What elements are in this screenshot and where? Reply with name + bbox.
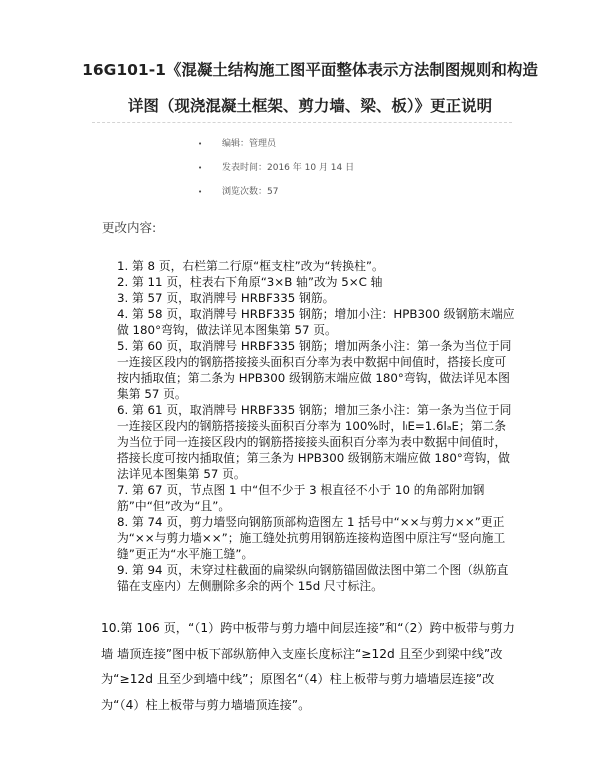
list-item: 3. 第 57 页，取消牌号 HRBF335 钢筋。 — [117, 291, 335, 305]
title-line-2: 详图（现浇混凝土框架、剪力墙、梁、板）》更正说明 — [127, 97, 493, 115]
list-item: 4. 第 58 页，取消牌号 HRBF335 钢筋；增加小注：HPB300 级钢筋末端应做 180°弯钩，做法详见本图集第 57 页。 — [117, 307, 515, 337]
list-item: 2. 第 11 页，柱表右下角原“3×B 轴”改为 5×C 轴 — [117, 275, 383, 289]
meta-published-text: 发表时间：2016 年 10 月 14 日 — [222, 163, 355, 173]
title-divider — [92, 122, 512, 123]
list-item: 5. 第 60 页，取消牌号 HRBF335 钢筋；增加两条小注：第一条为当位于同一连接区段内的钢筋搭接接头面积百分率为表中数据中间值时，搭接长度可按内插取值；第二条为 HPB300 级钢筋末端应做 180°弯钩，做法详见本图集第 57 页。 — [117, 339, 512, 401]
correction-list — [117, 258, 517, 594]
article-title — [60, 52, 560, 124]
bullet-icon: • — [198, 164, 203, 172]
bullet-icon: • — [198, 188, 203, 196]
title-line-1: 16G101-1《混凝土结构施工图平面整体表示方法制图规则和构造 — [82, 61, 538, 79]
list-item: 6. 第 61 页，取消牌号 HRBF335 钢筋；增加三条小注：第一条为当位于同一连接区段内的钢筋搭接接头面积百分率为 100%时，lₗE=1.6lₐE；第二条为当位于同一连接区段内的钢筋搭接接头面积百分率为表中数据中间值时，搭接长度可按内插取值；第三条为 HPB300 级钢筋末端应做 180°弯钩，做法详见本图集第 57 页。 — [117, 403, 512, 481]
meta-views — [198, 180, 438, 204]
list-item: 8. 第 74 页，剪力墙竖向钢筋顶部构造图左 1 括号中“××与剪力××”更正为“××与剪力墙××”；施工缝处抗剪用钢筋连接构造图中原注写“竖向施工缝”更正为“水平施工缝”。 — [117, 515, 506, 561]
meta-published — [198, 156, 438, 180]
bullet-icon: • — [198, 140, 203, 148]
meta-editor-text: 编辑：管理员 — [222, 139, 277, 149]
meta-editor — [198, 132, 438, 156]
intro-heading: 更改内容: — [102, 220, 157, 235]
article-meta — [198, 132, 438, 204]
list-item: 7. 第 67 页，节点图 1 中“但不少于 3 根直径不小于 10 的角部附加钢筋”中“但”改为“且”。 — [117, 483, 485, 513]
correction-item-10: 10.第 106 页，“（1）跨中板带与剪力墙中间层连接”和“（2）跨中板带与剪力墙 墙顶连接”图中板下部纵筋伸入支座长度标注“≥12d 且至少到梁中线”改为“≥12d 且至少到墙中线”；原图名“（4）柱上板带与剪力墙墙层连接”改为“（4）柱上板带与剪力墙墙顶连接”。 — [101, 621, 515, 712]
list-item: 9. 第 94 页，未穿过柱截面的扁梁纵向钢筋锚固做法图中第二个图（纵筋直锚在支座内）左侧删除多余的两个 15d 尺寸标注。 — [117, 563, 509, 593]
meta-views-text: 浏览次数：57 — [222, 187, 279, 197]
list-item: 1. 第 8 页，右栏第二行原“框支柱”改为“转换柱”。 — [117, 259, 384, 273]
